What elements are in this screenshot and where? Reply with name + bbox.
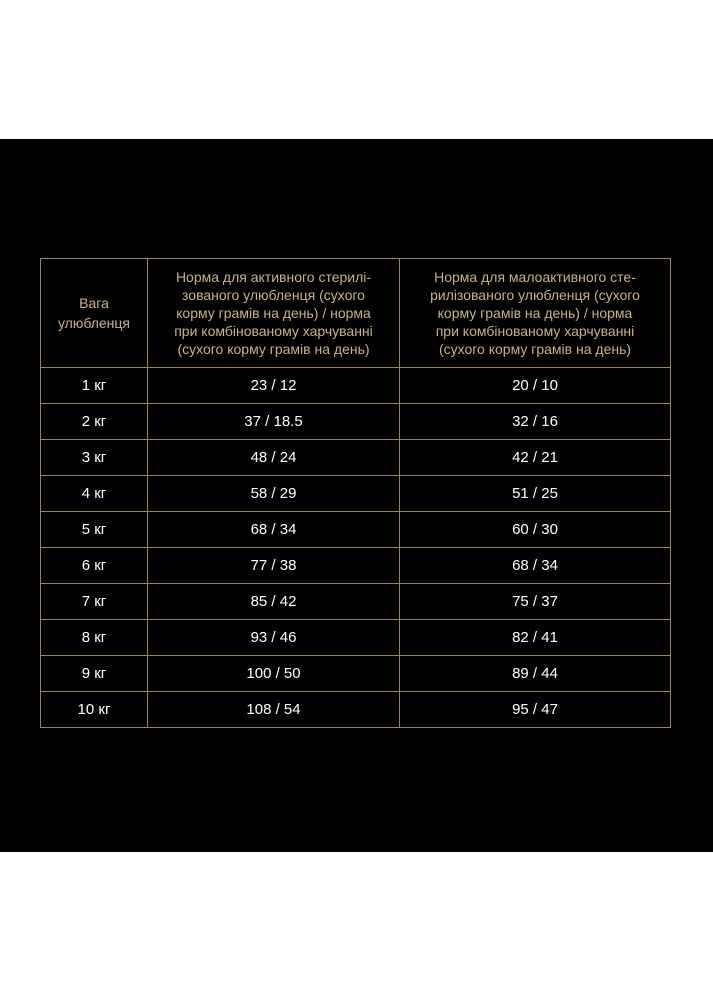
table-row (41, 368, 671, 404)
table-row (41, 584, 671, 620)
weight-cell: 10 кг (41, 692, 148, 728)
low-activity-norm-cell: 89 / 44 (400, 656, 671, 692)
table-row (41, 692, 671, 728)
weight-cell: 9 кг (41, 656, 148, 692)
low-activity-norm-cell: 51 / 25 (400, 476, 671, 512)
low-activity-norm-cell: 42 / 21 (400, 440, 671, 476)
weight-cell: 3 кг (41, 440, 148, 476)
active-norm-cell: 58 / 29 (148, 476, 400, 512)
weight-cell: 2 кг (41, 404, 148, 440)
low-activity-norm-cell: 60 / 30 (400, 512, 671, 548)
table-row (41, 620, 671, 656)
active-norm-cell: 77 / 38 (148, 548, 400, 584)
table-header-row (41, 259, 671, 368)
weight-cell: 4 кг (41, 476, 148, 512)
low-activity-norm-cell: 20 / 10 (400, 368, 671, 404)
header-active-norm: Норма для активного стерилі- зованого улюбленця (сухого корму грамів на день) / норма при комбінованому харчуванні (сухого корму грамів на день) (148, 259, 400, 368)
active-norm-cell: 100 / 50 (148, 656, 400, 692)
table-row (41, 440, 671, 476)
active-norm-cell: 68 / 34 (148, 512, 400, 548)
weight-cell: 1 кг (41, 368, 148, 404)
low-activity-norm-cell: 75 / 37 (400, 584, 671, 620)
weight-cell: 8 кг (41, 620, 148, 656)
weight-cell: 6 кг (41, 548, 148, 584)
weight-cell: 5 кг (41, 512, 148, 548)
active-norm-cell: 93 / 46 (148, 620, 400, 656)
table-row (41, 512, 671, 548)
weight-cell: 7 кг (41, 584, 148, 620)
low-activity-norm-cell: 95 / 47 (400, 692, 671, 728)
low-activity-norm-cell: 32 / 16 (400, 404, 671, 440)
feeding-norms-table (40, 258, 671, 728)
header-low-activity-norm: Норма для малоактивного сте- рилізованого улюбленця (сухого корму грамів на день) / норма при комбінованому харчуванні (сухого корму грамів на день) (400, 259, 671, 368)
table-row (41, 404, 671, 440)
header-pet-weight: Вага улюбленця (41, 259, 148, 368)
table-row (41, 548, 671, 584)
table-row (41, 476, 671, 512)
active-norm-cell: 108 / 54 (148, 692, 400, 728)
active-norm-cell: 85 / 42 (148, 584, 400, 620)
low-activity-norm-cell: 82 / 41 (400, 620, 671, 656)
active-norm-cell: 23 / 12 (148, 368, 400, 404)
active-norm-cell: 37 / 18.5 (148, 404, 400, 440)
low-activity-norm-cell: 68 / 34 (400, 548, 671, 584)
active-norm-cell: 48 / 24 (148, 440, 400, 476)
table-row (41, 656, 671, 692)
black-background-panel (0, 139, 713, 852)
